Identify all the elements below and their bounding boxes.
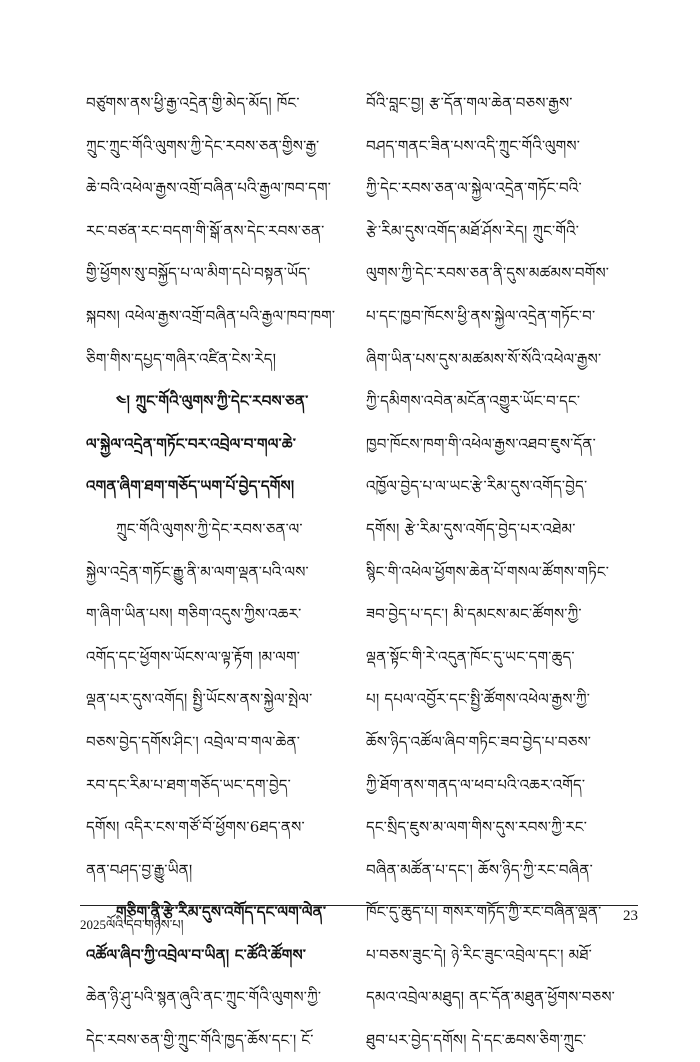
paragraph-line: ག་ཞིག་ཡིན་པས། གཅིག་འདུས་ཀྱིས་འཆར་ [86,605,302,624]
paragraph-line: རང་བཙན་རང་བདག་གི་སྒོ་ནས་དེང་རབས་ཅན་ [86,221,325,240]
section-heading-line: ལ་སྐྱེལ་འདྲེན་གཏོང་བར་འབྲེལ་བ་གལ་ཆེ་ [86,434,297,453]
paragraph-line: བཅས་བྱེད་དགོས་ཤིང་། འབྲེལ་བ་གལ་ཆེན་ [86,732,301,751]
paragraph-line: ཀྲུང་ཀྲུང་གོའི་ལུགས་ཀྱི་དེང་རབས་ཅན་གྱིས་རྒྱ་ [86,136,320,155]
section-heading-line: ༤། ཀྲུང་གོའི་ལུགས་ཀྱི་དེང་རབས་ཅན་ [116,392,309,411]
paragraph-line: ཅིག་གིས་དཔྱད་གཞིར་འཛིན་ངེས་རེད། [86,349,277,368]
paragraph-line: པ་བཅས་ཟུང་དེ། ཉེ་རིང་ཟུང་འབྲེལ་དང་། མཐོ་ [366,945,592,964]
paragraph-line: ཀྱི་ཐོག་ནས་གནད་ལ་ཕབ་པའི་འཆར་འགོད་ [366,775,586,794]
paragraph-line: ཟབ་བྱེད་པ་དང་། མི་དམངས་མང་ཚོགས་ཀྱི་ [366,605,582,624]
paragraph-line: རྩེ་རིམ་དུས་འགོད་མཐོ་ཤོས་རེད། ཀྲུང་གོའི་ [366,221,580,240]
paragraph-line: ཁོང་དུ་ཆུད་པ། གསར་གཏོད་ཀྱི་རང་བཞིན་ལྡན་ [366,903,602,922]
paragraph-line: སྙིང་གི་འཕེལ་ཕྱོགས་ཆེན་པོ་གསལ་ཚོགས་གཏིང་ [366,562,610,581]
paragraph-line: པ་དང་ཁྱབ་ཁོངས་ཕྱི་ནས་སྐྱེལ་འདྲེན་གཏོང་བ་ [366,306,596,325]
paragraph-line: ཀྲུང་གོའི་ལུགས་ཀྱི་དེང་རབས་ཅན་ལ་ [116,519,303,538]
paragraph-line: ཆོས་ཉིད་འཚོལ་ཞིབ་གཏིང་ཟབ་བྱེད་པ་བཅས་ [366,732,592,751]
paragraph-line: པ། དཔལ་འབྱོར་དང་སྤྱི་ཚོགས་འཕེལ་རྒྱས་ཀྱི་ [366,690,591,709]
paragraph-line: བོའི་བླང་བྱ། རྩ་དོན་གལ་ཆེན་བཅས་རྒྱས་ [366,94,573,112]
paragraph-line: དགོས། རྩེ་རིམ་དུས་འགོད་བྱེད་པར་འཐེམ་ [366,519,576,538]
paragraph-line: ལྡན་སྟོང་གི་རེ་འདུན་ཁོང་དུ་ཡང་དག་ཆུད་ [366,647,575,666]
paragraph-line: ཀྱི་དེང་རབས་ཅན་ལ་སྐྱེལ་འདྲེན་གཏོང་བའི་ [366,179,582,198]
paragraph-line: ཐུབ་པར་བྱེད་དགོས། དེ་དང་ཆབས་ཅིག་ཀྲུང་ [366,1031,587,1050]
issue-label: 2025ལོའི་དེབ་གཉིས་པ། [80,917,184,932]
paragraph-line: དེང་རབས་ཅན་གྱི་ཀྲུང་གོའི་ཁྱད་ཆོས་དང་། ངོ་ [86,1031,314,1050]
paragraph-line: ཆེན་ཉི་ཤུ་པའི་སྙན་ཞུའི་ནང་ཀྲུང་གོའི་ལུགས་ཀྱི་ [86,988,322,1007]
paragraph-line: ཁྱབ་ཁོངས་ཁག་གི་འཕེལ་རྒྱས་འཐབ་ཇུས་དོན་ [366,434,596,453]
paragraph-line: ཞིག་ཡིན་པས་དུས་མཚམས་སོ་སོའི་འཕེལ་རྒྱས་ [366,349,602,368]
paragraph-line: དམའ་འབྲེལ་མཐུད། ནང་དོན་མཐུན་ཕྱོགས་བཅས་ [366,988,616,1007]
paragraph-line: སྐྱེལ་འདྲེན་གཏོང་རྒྱུ་ནི་མ་ལག་ལྡན་པའི་ལས་ [86,562,309,581]
paragraph-line: སྐབས། འཕེལ་རྒྱས་འགྲོ་བཞིན་པའི་རྒྱལ་ཁབ་ཁག་ [86,306,336,325]
paragraph-line: རབ་དང་རིམ་པ་ཐག་གཅོད་ཡང་དག་བྱེད་ [86,775,292,794]
paragraph-line: དགོས། འདིར་ངས་གཙོ་བོ་ཕྱོགས་6ཐད་ནས་ [86,818,305,837]
subsection-lead-line: གཅིག་ནི་རྩེ་རིམ་དུས་འགོད་དང་ལག་ལེན་ [116,903,327,922]
paragraph-line: བཙུགས་ནས་ཕྱི་རྒྱ་འདྲེན་གྱི་མེད་མོད། ཁོང་ [86,94,300,112]
paragraph-line: ཆེ་བའི་འཕེལ་རྒྱས་འགྲོ་བཞིན་པའི་རྒྱལ་ཁབ་དག་ [86,179,332,198]
paragraph-line: ལྡན་པར་དུས་འགོད། སྤྱི་ཡོངས་ནས་སྐྱེལ་སྤེལ་ [86,690,313,709]
paragraph-line: དང་སྲིད་ཇུས་མ་ལག་གིས་དུས་རབས་ཀྱི་རང་ [366,818,588,837]
paragraph-line: འཁྱོལ་བྱེད་པ་ལ་ཡང་རྩེ་རིམ་དུས་འགོད་བྱེད་ [366,477,588,496]
paragraph-line: ནན་བཤད་བྱ་རྒྱུ་ཡིན། [86,860,193,879]
footer-divider [80,905,638,906]
paragraph-line: འགོད་དང་ཕྱོགས་ཡོངས་ལ་ལྟ་རྟོག །མ་ལག་ [86,647,301,666]
paragraph-line: བཞིན་མཚོན་པ་དང་། ཆོས་ཉིད་ཀྱི་རང་བཞིན་ [366,860,593,879]
page-number: 23 [623,908,638,924]
subsection-lead-line: འཚོལ་ཞིབ་ཀྱི་འབྲེལ་བ་ཡིན། ང་ཚོའི་ཚོགས་ [86,945,307,964]
paragraph-line: བཤད་གནང་ཟིན་པས་འདི་ཀྲུང་གོའི་ལུགས་ [366,136,581,155]
paragraph-line: ཀྱི་དམིགས་འབེན་མངོན་འགྱུར་ཡོང་བ་དང་ [366,392,581,411]
paragraph-line: ལུགས་ཀྱི་དེང་རབས་ཅན་ནི་དུས་མཚམས་བགོས་ [366,264,610,283]
paragraph-line: གྱི་ཕྱོགས་སུ་བསྐྱོད་པ་ལ་མིག་དཔེ་བསྟན་ཡོད་ [86,264,311,283]
section-heading-line: འགན་ཞིག་ཐག་གཅོད་ཡག་པོ་བྱེད་དགོས། [86,477,295,496]
